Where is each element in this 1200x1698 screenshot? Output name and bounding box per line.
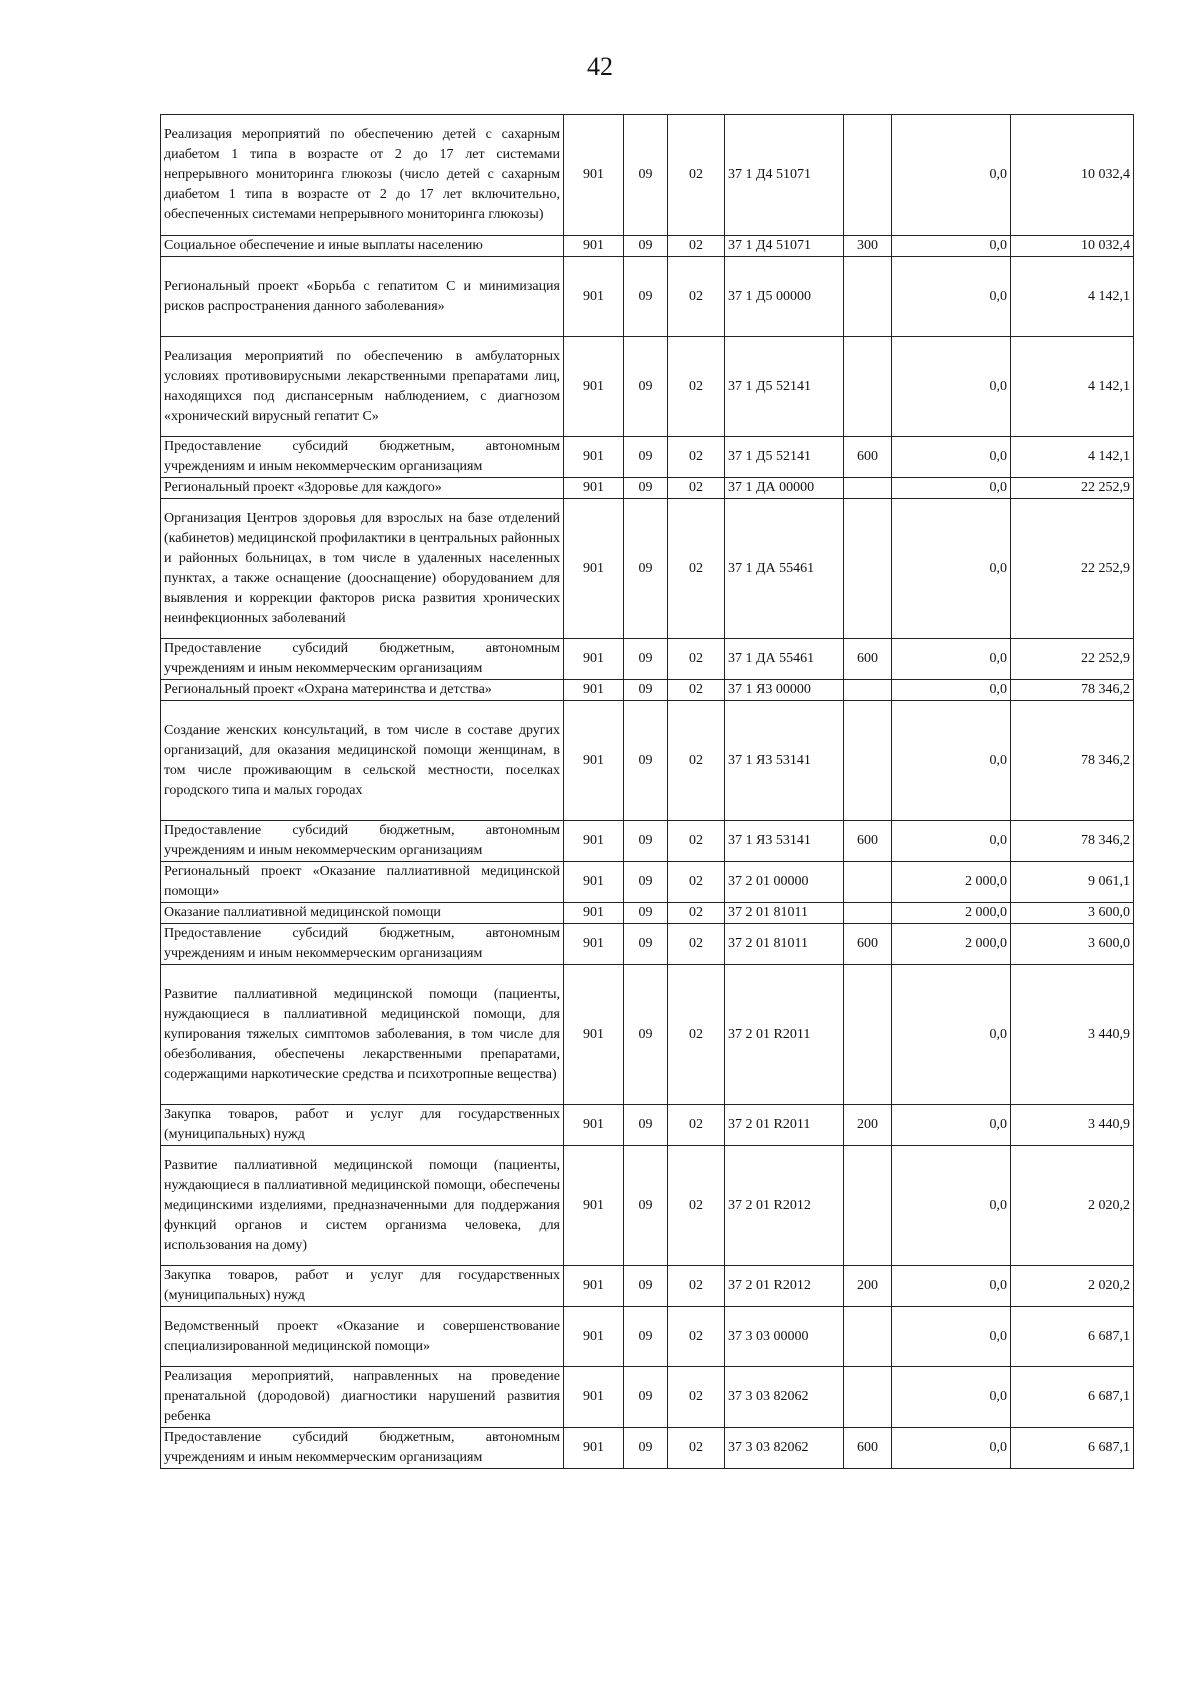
row-subsection-code: 02 <box>668 639 725 680</box>
row-amount-2: 78 346,2 <box>1011 821 1134 862</box>
row-grbs-code: 901 <box>564 499 624 639</box>
row-expense-type-code <box>844 1367 892 1428</box>
row-grbs-code: 901 <box>564 639 624 680</box>
row-subsection-code: 02 <box>668 115 725 236</box>
row-target-article-code: 37 1 Я3 53141 <box>725 821 844 862</box>
table-row <box>161 701 1134 821</box>
row-amount-1: 0,0 <box>892 236 1011 257</box>
row-grbs-code: 901 <box>564 1428 624 1469</box>
row-amount-2: 6 687,1 <box>1011 1428 1134 1469</box>
row-target-article-code: 37 1 Д4 51071 <box>725 115 844 236</box>
row-name: Оказание паллиативной медицинской помощи <box>161 903 564 924</box>
row-section-code: 09 <box>624 1146 668 1266</box>
row-name: Региональный проект «Охрана материнства и детства» <box>161 680 564 701</box>
row-section-code: 09 <box>624 639 668 680</box>
row-name: Предоставление субсидий бюджетным, автономным учреждениям и иным некоммерческим организациям <box>161 821 564 862</box>
row-section-code: 09 <box>624 1266 668 1307</box>
row-target-article-code: 37 2 01 R2011 <box>725 965 844 1105</box>
row-target-article-code: 37 1 Д5 00000 <box>725 257 844 337</box>
table-row <box>161 499 1134 639</box>
row-amount-2: 22 252,9 <box>1011 499 1134 639</box>
row-name: Социальное обеспечение и иные выплаты населению <box>161 236 564 257</box>
table-row <box>161 965 1134 1105</box>
row-amount-2: 4 142,1 <box>1011 437 1134 478</box>
row-subsection-code: 02 <box>668 1367 725 1428</box>
row-grbs-code: 901 <box>564 924 624 965</box>
row-amount-1: 0,0 <box>892 257 1011 337</box>
row-amount-1: 0,0 <box>892 1146 1011 1266</box>
row-expense-type-code <box>844 115 892 236</box>
row-target-article-code: 37 1 ДА 55461 <box>725 499 844 639</box>
row-subsection-code: 02 <box>668 257 725 337</box>
row-target-article-code: 37 2 01 R2012 <box>725 1266 844 1307</box>
table-row <box>161 1307 1134 1367</box>
row-section-code: 09 <box>624 437 668 478</box>
row-subsection-code: 02 <box>668 821 725 862</box>
row-expense-type-code <box>844 337 892 437</box>
row-subsection-code: 02 <box>668 337 725 437</box>
row-section-code: 09 <box>624 1307 668 1367</box>
row-expense-type-code: 600 <box>844 437 892 478</box>
row-amount-2: 10 032,4 <box>1011 115 1134 236</box>
row-section-code: 09 <box>624 680 668 701</box>
row-expense-type-code: 600 <box>844 1428 892 1469</box>
row-amount-2: 4 142,1 <box>1011 337 1134 437</box>
table-row <box>161 862 1134 903</box>
row-expense-type-code <box>844 1146 892 1266</box>
row-section-code: 09 <box>624 236 668 257</box>
row-grbs-code: 901 <box>564 1146 624 1266</box>
row-target-article-code: 37 3 03 82062 <box>725 1428 844 1469</box>
row-subsection-code: 02 <box>668 499 725 639</box>
row-amount-2: 4 142,1 <box>1011 257 1134 337</box>
row-subsection-code: 02 <box>668 680 725 701</box>
row-expense-type-code <box>844 862 892 903</box>
row-name: Региональный проект «Борьба с гепатитом С и минимизация рисков распространения данного заболевания» <box>161 257 564 337</box>
row-amount-2: 3 600,0 <box>1011 903 1134 924</box>
row-name: Региональный проект «Оказание паллиативной медицинской помощи» <box>161 862 564 903</box>
row-amount-1: 0,0 <box>892 478 1011 499</box>
row-section-code: 09 <box>624 1105 668 1146</box>
row-amount-2: 9 061,1 <box>1011 862 1134 903</box>
row-amount-2: 3 440,9 <box>1011 965 1134 1105</box>
row-subsection-code: 02 <box>668 478 725 499</box>
row-name: Закупка товаров, работ и услуг для государственных (муниципальных) нужд <box>161 1105 564 1146</box>
row-amount-1: 2 000,0 <box>892 903 1011 924</box>
row-name: Реализация мероприятий по обеспечению в амбулаторных условиях противовирусными лекарственными препаратами лиц, находящихся под диспансерным наблюдением, с диагнозом «хронический вирусный гепатит С» <box>161 337 564 437</box>
row-amount-1: 0,0 <box>892 437 1011 478</box>
row-amount-1: 0,0 <box>892 965 1011 1105</box>
row-section-code: 09 <box>624 903 668 924</box>
row-subsection-code: 02 <box>668 862 725 903</box>
row-amount-2: 6 687,1 <box>1011 1307 1134 1367</box>
row-amount-2: 10 032,4 <box>1011 236 1134 257</box>
row-amount-1: 0,0 <box>892 1105 1011 1146</box>
row-amount-2: 78 346,2 <box>1011 680 1134 701</box>
row-amount-1: 0,0 <box>892 701 1011 821</box>
row-amount-2: 78 346,2 <box>1011 701 1134 821</box>
row-subsection-code: 02 <box>668 965 725 1105</box>
row-target-article-code: 37 2 01 81011 <box>725 903 844 924</box>
row-target-article-code: 37 1 ДА 55461 <box>725 639 844 680</box>
row-subsection-code: 02 <box>668 1307 725 1367</box>
row-section-code: 09 <box>624 257 668 337</box>
table-row <box>161 1146 1134 1266</box>
row-target-article-code: 37 1 Д5 52141 <box>725 337 844 437</box>
row-subsection-code: 02 <box>668 1105 725 1146</box>
row-amount-1: 0,0 <box>892 680 1011 701</box>
row-name: Развитие паллиативной медицинской помощи (пациенты, нуждающиеся в паллиативной медицинской помощи, обеспечены медицинскими изделиями, предназначенными для поддержания функций органов и систем организма человека, для использования на дому) <box>161 1146 564 1266</box>
row-subsection-code: 02 <box>668 903 725 924</box>
row-name: Реализация мероприятий, направленных на проведение пренатальной (дородовой) диагностики нарушений развития ребенка <box>161 1367 564 1428</box>
row-section-code: 09 <box>624 924 668 965</box>
row-target-article-code: 37 1 Я3 00000 <box>725 680 844 701</box>
row-amount-1: 0,0 <box>892 1307 1011 1367</box>
row-amount-1: 0,0 <box>892 1428 1011 1469</box>
row-amount-2: 2 020,2 <box>1011 1146 1134 1266</box>
row-grbs-code: 901 <box>564 862 624 903</box>
row-amount-1: 0,0 <box>892 821 1011 862</box>
row-amount-1: 0,0 <box>892 337 1011 437</box>
row-section-code: 09 <box>624 115 668 236</box>
table-row <box>161 437 1134 478</box>
table-row <box>161 115 1134 236</box>
row-expense-type-code: 600 <box>844 639 892 680</box>
row-grbs-code: 901 <box>564 478 624 499</box>
row-name: Закупка товаров, работ и услуг для государственных (муниципальных) нужд <box>161 1266 564 1307</box>
row-grbs-code: 901 <box>564 1367 624 1428</box>
row-name: Предоставление субсидий бюджетным, автономным учреждениям и иным некоммерческим организациям <box>161 1428 564 1469</box>
row-target-article-code: 37 2 01 00000 <box>725 862 844 903</box>
table-row <box>161 924 1134 965</box>
row-grbs-code: 901 <box>564 257 624 337</box>
row-name: Организация Центров здоровья для взрослых на базе отделений (кабинетов) медицинской профилактики в центральных районных и районных больницах, в том числе в удаленных населенных пунктах, а также оснащение (дооснащение) оборудованием для выявления и коррекции факторов риска развития хронических неинфекционных заболеваний <box>161 499 564 639</box>
row-expense-type-code <box>844 680 892 701</box>
row-target-article-code: 37 2 01 81011 <box>725 924 844 965</box>
row-expense-type-code: 200 <box>844 1266 892 1307</box>
row-target-article-code: 37 3 03 00000 <box>725 1307 844 1367</box>
row-subsection-code: 02 <box>668 236 725 257</box>
table-row <box>161 257 1134 337</box>
row-amount-2: 2 020,2 <box>1011 1266 1134 1307</box>
table-row <box>161 680 1134 701</box>
table-row <box>161 639 1134 680</box>
row-grbs-code: 901 <box>564 965 624 1105</box>
row-grbs-code: 901 <box>564 337 624 437</box>
row-grbs-code: 901 <box>564 821 624 862</box>
row-section-code: 09 <box>624 965 668 1105</box>
row-grbs-code: 901 <box>564 236 624 257</box>
row-grbs-code: 901 <box>564 680 624 701</box>
row-grbs-code: 901 <box>564 1105 624 1146</box>
row-section-code: 09 <box>624 478 668 499</box>
row-grbs-code: 901 <box>564 115 624 236</box>
table-row <box>161 821 1134 862</box>
row-target-article-code: 37 2 01 R2012 <box>725 1146 844 1266</box>
row-section-code: 09 <box>624 337 668 437</box>
row-target-article-code: 37 2 01 R2011 <box>725 1105 844 1146</box>
row-name: Региональный проект «Здоровье для каждого» <box>161 478 564 499</box>
row-target-article-code: 37 1 Я3 53141 <box>725 701 844 821</box>
row-name: Создание женских консультаций, в том числе в составе других организаций, для оказания медицинской помощи женщинам, в том числе проживающим в сельской местности, поселках городского типа и малых городах <box>161 701 564 821</box>
row-amount-1: 2 000,0 <box>892 862 1011 903</box>
row-expense-type-code: 300 <box>844 236 892 257</box>
row-grbs-code: 901 <box>564 701 624 821</box>
table-row <box>161 1105 1134 1146</box>
row-section-code: 09 <box>624 821 668 862</box>
row-target-article-code: 37 3 03 82062 <box>725 1367 844 1428</box>
row-grbs-code: 901 <box>564 1266 624 1307</box>
row-grbs-code: 901 <box>564 437 624 478</box>
row-section-code: 09 <box>624 499 668 639</box>
row-name: Развитие паллиативной медицинской помощи (пациенты, нуждающиеся в паллиативной медицинской помощи, для купирования тяжелых симптомов заболевания, в том числе для обезболивания, обеспечены лекарственными препаратами, содержащими наркотические средства и психотропные вещества) <box>161 965 564 1105</box>
table-row <box>161 1428 1134 1469</box>
row-expense-type-code: 600 <box>844 821 892 862</box>
row-amount-2: 22 252,9 <box>1011 478 1134 499</box>
row-section-code: 09 <box>624 1367 668 1428</box>
row-subsection-code: 02 <box>668 1428 725 1469</box>
table-row <box>161 1367 1134 1428</box>
row-amount-1: 0,0 <box>892 639 1011 680</box>
row-expense-type-code <box>844 965 892 1105</box>
row-expense-type-code: 200 <box>844 1105 892 1146</box>
budget-table <box>160 114 1134 1469</box>
row-target-article-code: 37 1 Д4 51071 <box>725 236 844 257</box>
row-name: Предоставление субсидий бюджетным, автономным учреждениям и иным некоммерческим организациям <box>161 924 564 965</box>
table-row <box>161 478 1134 499</box>
row-name: Реализация мероприятий по обеспечению детей с сахарным диабетом 1 типа в возрасте от 2 до 17 лет системами непрерывного мониторинга глюкозы (число детей с сахарным диабетом 1 типа в возрасте от 2 до 17 лет включительно, обеспеченных системами непрерывного мониторинга глюкозы) <box>161 115 564 236</box>
row-expense-type-code <box>844 499 892 639</box>
row-amount-1: 0,0 <box>892 115 1011 236</box>
row-section-code: 09 <box>624 701 668 821</box>
table-row <box>161 236 1134 257</box>
row-amount-1: 2 000,0 <box>892 924 1011 965</box>
row-name: Ведомственный проект «Оказание и совершенствование специализированной медицинской помощи» <box>161 1307 564 1367</box>
row-amount-2: 22 252,9 <box>1011 639 1134 680</box>
row-amount-1: 0,0 <box>892 1367 1011 1428</box>
row-subsection-code: 02 <box>668 1266 725 1307</box>
row-amount-2: 3 600,0 <box>1011 924 1134 965</box>
row-amount-2: 3 440,9 <box>1011 1105 1134 1146</box>
row-subsection-code: 02 <box>668 1146 725 1266</box>
row-grbs-code: 901 <box>564 903 624 924</box>
row-target-article-code: 37 1 Д5 52141 <box>725 437 844 478</box>
row-expense-type-code <box>844 1307 892 1367</box>
row-grbs-code: 901 <box>564 1307 624 1367</box>
row-expense-type-code <box>844 478 892 499</box>
row-name: Предоставление субсидий бюджетным, автономным учреждениям и иным некоммерческим организациям <box>161 639 564 680</box>
page-number: 42 <box>587 52 613 81</box>
row-amount-2: 6 687,1 <box>1011 1367 1134 1428</box>
row-name: Предоставление субсидий бюджетным, автономным учреждениям и иным некоммерческим организациям <box>161 437 564 478</box>
row-section-code: 09 <box>624 862 668 903</box>
row-subsection-code: 02 <box>668 924 725 965</box>
row-amount-1: 0,0 <box>892 499 1011 639</box>
row-amount-1: 0,0 <box>892 1266 1011 1307</box>
table-row <box>161 1266 1134 1307</box>
row-target-article-code: 37 1 ДА 00000 <box>725 478 844 499</box>
row-subsection-code: 02 <box>668 437 725 478</box>
row-expense-type-code: 600 <box>844 924 892 965</box>
row-subsection-code: 02 <box>668 701 725 821</box>
row-expense-type-code <box>844 701 892 821</box>
table-row <box>161 903 1134 924</box>
row-expense-type-code <box>844 257 892 337</box>
row-expense-type-code <box>844 903 892 924</box>
table-row <box>161 337 1134 437</box>
row-section-code: 09 <box>624 1428 668 1469</box>
